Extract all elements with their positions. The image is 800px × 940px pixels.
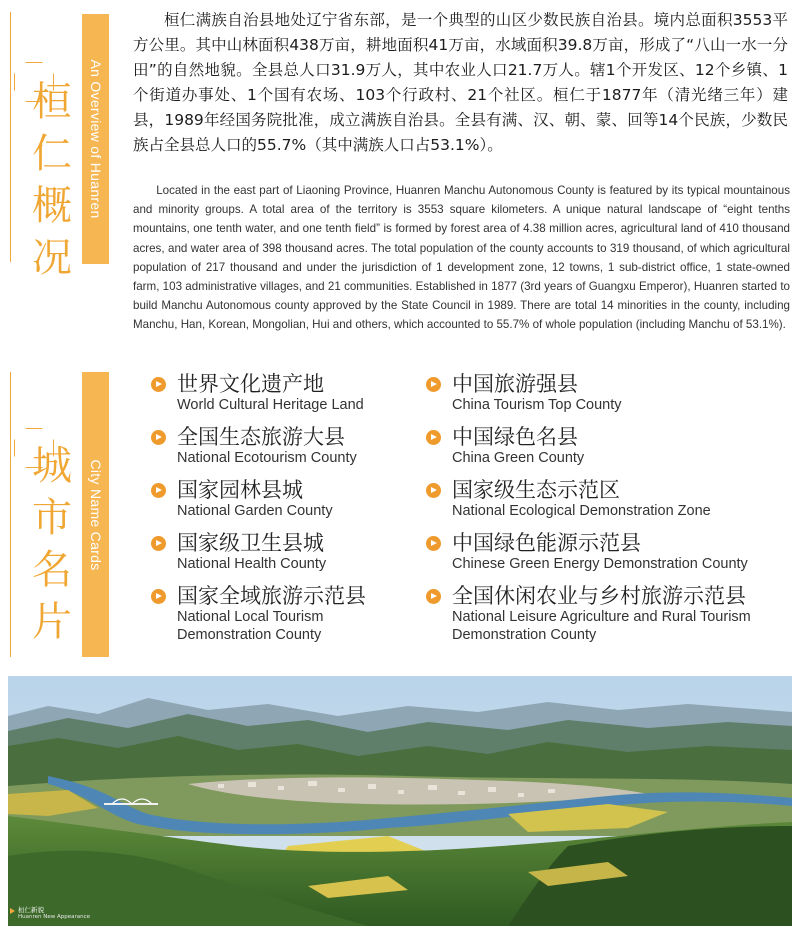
namecards-title-char: 名 bbox=[32, 547, 72, 593]
namecards-tab-label: City Name Cards bbox=[87, 458, 104, 571]
panorama-illustration bbox=[8, 676, 792, 926]
name-card-en: World Cultural Heritage Land bbox=[177, 397, 364, 413]
namecards-divider-line bbox=[10, 372, 11, 657]
name-card-en: China Tourism Top County bbox=[452, 397, 622, 413]
play-bullet-icon bbox=[151, 377, 166, 392]
overview-divider-line bbox=[10, 12, 11, 262]
overview-title-char: 桓 bbox=[32, 79, 72, 125]
overview-title-char: 概 bbox=[32, 183, 72, 229]
name-card-en: National Ecotourism County bbox=[177, 450, 357, 466]
namecards-title-char: 片 bbox=[32, 599, 72, 645]
play-bullet-icon bbox=[151, 430, 166, 445]
name-card-cn: 全国生态旅游大县 bbox=[177, 425, 345, 449]
name-card-en: Chinese Green Energy Demonstration County bbox=[452, 556, 748, 572]
play-bullet-icon bbox=[426, 536, 441, 551]
photo-caption bbox=[18, 907, 90, 921]
overview-title-char: 仁 bbox=[32, 131, 72, 177]
name-card-cn: 中国旅游强县 bbox=[452, 372, 578, 396]
overview-tab-label: An Overview of Huanren bbox=[87, 59, 104, 219]
name-card-cn: 国家级生态示范区 bbox=[452, 478, 620, 502]
panorama-photo bbox=[8, 676, 792, 926]
play-bullet-icon bbox=[151, 589, 166, 604]
name-card-cn: 世界文化遗产地 bbox=[177, 372, 324, 396]
namecards-title-char: 城 bbox=[32, 443, 72, 489]
overview-english-paragraph: Located in the east part of Liaoning Province, Huanren Manchu Autonomous County is featured by its typical mountainous and minority groups. A total area of the territory is 3553 square kilometers. A unique natural landscape of “eight tenths mountains, one tenth water, and one tenth field” is formed by forest area of 4.38 million acres, agricultural land of 410 thousand acres, and water area of 398 thousand acres. The total population of the county accounts to 319 thousand, of which agricultural population of 217 thousand and under the jurisdiction of 1 development zone, 12 towns, 1 sub-district office, 1 state-owned farm, 103 administrative villages, and 21 communities. Established in 1877 (3rd years of Guangxu Emperor), Huanren started to build Manchu Autonomous county approved by the State Council in 1989. There are total 14 minorities in the county, including Manchu, Han, Korean, Mongolian, Hui and others, which accounted to 55.7% of whole population (including Manchu of 53.1%). bbox=[133, 184, 790, 332]
name-card-en: National Ecological Demonstration Zone bbox=[452, 503, 711, 519]
name-card-en-line2: Demonstration County bbox=[177, 627, 322, 643]
overview-tab-bar bbox=[82, 14, 109, 264]
name-card-en: National Health County bbox=[177, 556, 327, 572]
name-card-cn: 中国绿色能源示范县 bbox=[452, 531, 641, 555]
overview-section-title bbox=[32, 76, 72, 284]
name-card-en: National Garden County bbox=[177, 503, 333, 519]
play-bullet-icon bbox=[151, 536, 166, 551]
namecards-title-char: 市 bbox=[32, 495, 72, 541]
name-card-cn: 国家级卫生县城 bbox=[177, 531, 324, 555]
name-card-en: China Green County bbox=[452, 450, 585, 466]
play-bullet-icon bbox=[426, 430, 441, 445]
photo-caption-en: Huanren New Appearance bbox=[18, 914, 91, 920]
play-bullet-icon bbox=[426, 483, 441, 498]
name-card-en: National Leisure Agriculture and Rural Tourism bbox=[452, 609, 751, 625]
namecards-tab-bar bbox=[82, 372, 109, 657]
caption-triangle-icon bbox=[10, 908, 15, 914]
name-card-en: National Local Tourism bbox=[177, 609, 324, 625]
namecards-section-title bbox=[32, 440, 72, 648]
play-bullet-icon bbox=[426, 589, 441, 604]
name-card-cn: 国家全域旅游示范县 bbox=[177, 584, 366, 608]
play-bullet-icon bbox=[426, 377, 441, 392]
play-bullet-icon bbox=[151, 483, 166, 498]
name-card-en-line2: Demonstration County bbox=[452, 627, 597, 643]
overview-title-char: 况 bbox=[32, 235, 72, 281]
overview-chinese-paragraph: 桓仁满族自治县地处辽宁省东部，是一个典型的山区少数民族自治县。境内总面积3553平方公里。其中山林面积438万亩，耕地面积41万亩，水域面积39.8万亩，形成了“八山一水一分田”的自然地貌。全县总人口31.9万人，其中农业人口21.7万人。辖1个开发区、12个乡镇、1个街道办事处、1个国有农场、103个行政村、21个社区。桓仁于1877年（清光绪三年）建县，1989年经国务院批准，成立满族自治县。全县有满、汉、朝、蒙、回等14个民族，少数民族占全县总人口的55.7%（其中满族人口占53.1%）。 bbox=[133, 11, 788, 154]
name-card-cn: 中国绿色名县 bbox=[452, 425, 578, 449]
photo-caption-cn: 桓仁新貌 bbox=[18, 906, 44, 914]
name-card-cn: 国家园林县城 bbox=[177, 478, 303, 502]
name-card-cn: 全国休闲农业与乡村旅游示范县 bbox=[452, 584, 746, 608]
